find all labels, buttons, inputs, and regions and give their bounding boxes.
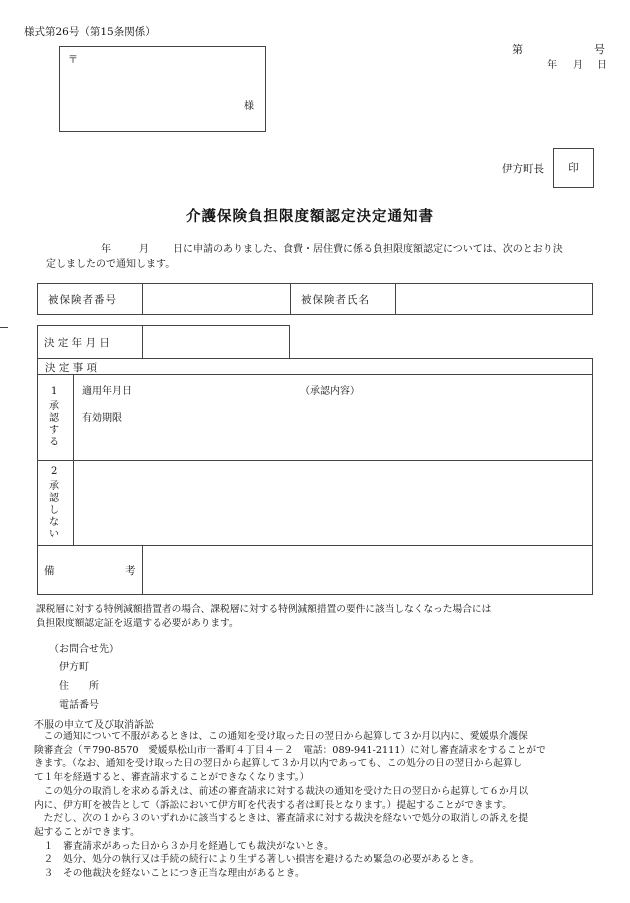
appeal-line: この処分の取消しを求める訴えは、前述の審査請求に対する裁決の通知を受けた日の翌日から起算して６か月以 (34, 785, 529, 797)
page-title: 介護保険負担限度額認定決定通知書 (186, 208, 434, 225)
deny-num: 2 (51, 466, 58, 477)
seal-label: 印 (568, 162, 579, 174)
appeal-line: ３ その他裁決を経ないことにつき正当な理由があるとき。 (34, 868, 305, 880)
intro-month: 月 (139, 244, 149, 255)
remarks-label-b: 考 (125, 565, 136, 577)
appeal-line: １ 審査請求があった日から３か月を経過しても裁決がないとき。 (34, 840, 334, 852)
intro-year: 年 (101, 244, 111, 255)
date-day: 日 (597, 60, 607, 71)
insured-number-label: 被保険者番号 (48, 294, 117, 306)
deny-label: 承認しない (49, 481, 59, 540)
issuer-name: 伊方町長 (502, 163, 544, 175)
decision-items-label: 決 定 事 項 (45, 362, 98, 374)
appeal-line: 険審査会（〒790-8570 愛媛県松山市一番町４丁目４－２ 電話：089-941-2111）に対し審査請求をすることがで (34, 744, 546, 756)
date-month: 月 (573, 60, 583, 71)
seal-box (553, 148, 594, 188)
form-number: 様式第26号（第15条関係） (24, 26, 156, 38)
appeal-line: 起することができます。 (34, 826, 140, 838)
date-year: 年 (547, 60, 557, 71)
appeal-line: ２ 処分、処分の執行又は手続の続行により生ずる著しい損害を避けるため緊急の必要があるとき。 (34, 854, 480, 866)
applicable-date-label: 適用年月日 (82, 386, 132, 397)
approve-num: 1 (51, 386, 58, 397)
remarks-label-a: 備 (44, 565, 55, 577)
tax-note-line1: 課税層に対する特例減額措置者の場合、課税層に対する特例減額措置の要件に該当しなくなった場合には (36, 604, 492, 615)
appeal-line: この通知について不服があるときは、この通知を受け取った日の翌日から起算して３か月以内に、愛媛県介護保 (34, 731, 528, 742)
contact-address-label: 住 所 (59, 681, 99, 692)
doc-number-go: 号 (594, 43, 605, 56)
appeal-line: て１年を経過すると、審査請求することができなくなります。） (34, 772, 310, 784)
appeal-line: ただし、次の１から３のいずれかに該当するときは、審査請求に対する裁決を経ないで処分の取消しの訴えを提 (34, 813, 529, 825)
appeal-line: きます。（なお、通知を受け取った日の翌日から起算して３か月以内であっても、この処分の日の翌日から起算し (34, 758, 523, 770)
appeal-body (34, 730, 609, 881)
contact-org: 伊方町 (59, 662, 89, 673)
insured-name-label: 被保険者氏名 (301, 294, 370, 306)
intro-line1-rest: 日に申請のありました、食費・居住費に係る負担限度額認定については、次のとおり決 (173, 244, 563, 255)
address-box (59, 46, 266, 132)
doc-number-dai: 第 (512, 43, 523, 56)
contact-heading: （お問合せ先） (49, 644, 119, 655)
intro-line2: 定しましたので通知します。 (46, 259, 176, 270)
tax-note-line2: 負担限度額認定証を返還する必要があります。 (36, 618, 239, 629)
contact-phone-label: 電話番号 (59, 700, 99, 711)
honorific-sama: 様 (244, 101, 254, 112)
postal-mark: 〒 (68, 55, 78, 66)
appeal-heading: 不服の申立て及び取消訴訟 (34, 720, 154, 731)
appeal-line: 内に、伊方町を被告として（訴訟において伊方町を代表する者は町長となります。）提起することができます。 (34, 799, 512, 811)
approve-label: 承認する (49, 401, 59, 448)
decision-date-label: 決 定 年 月 日 (44, 337, 110, 349)
validity-label: 有効期限 (82, 413, 122, 424)
approval-content-label: （承認内容） (300, 386, 360, 397)
